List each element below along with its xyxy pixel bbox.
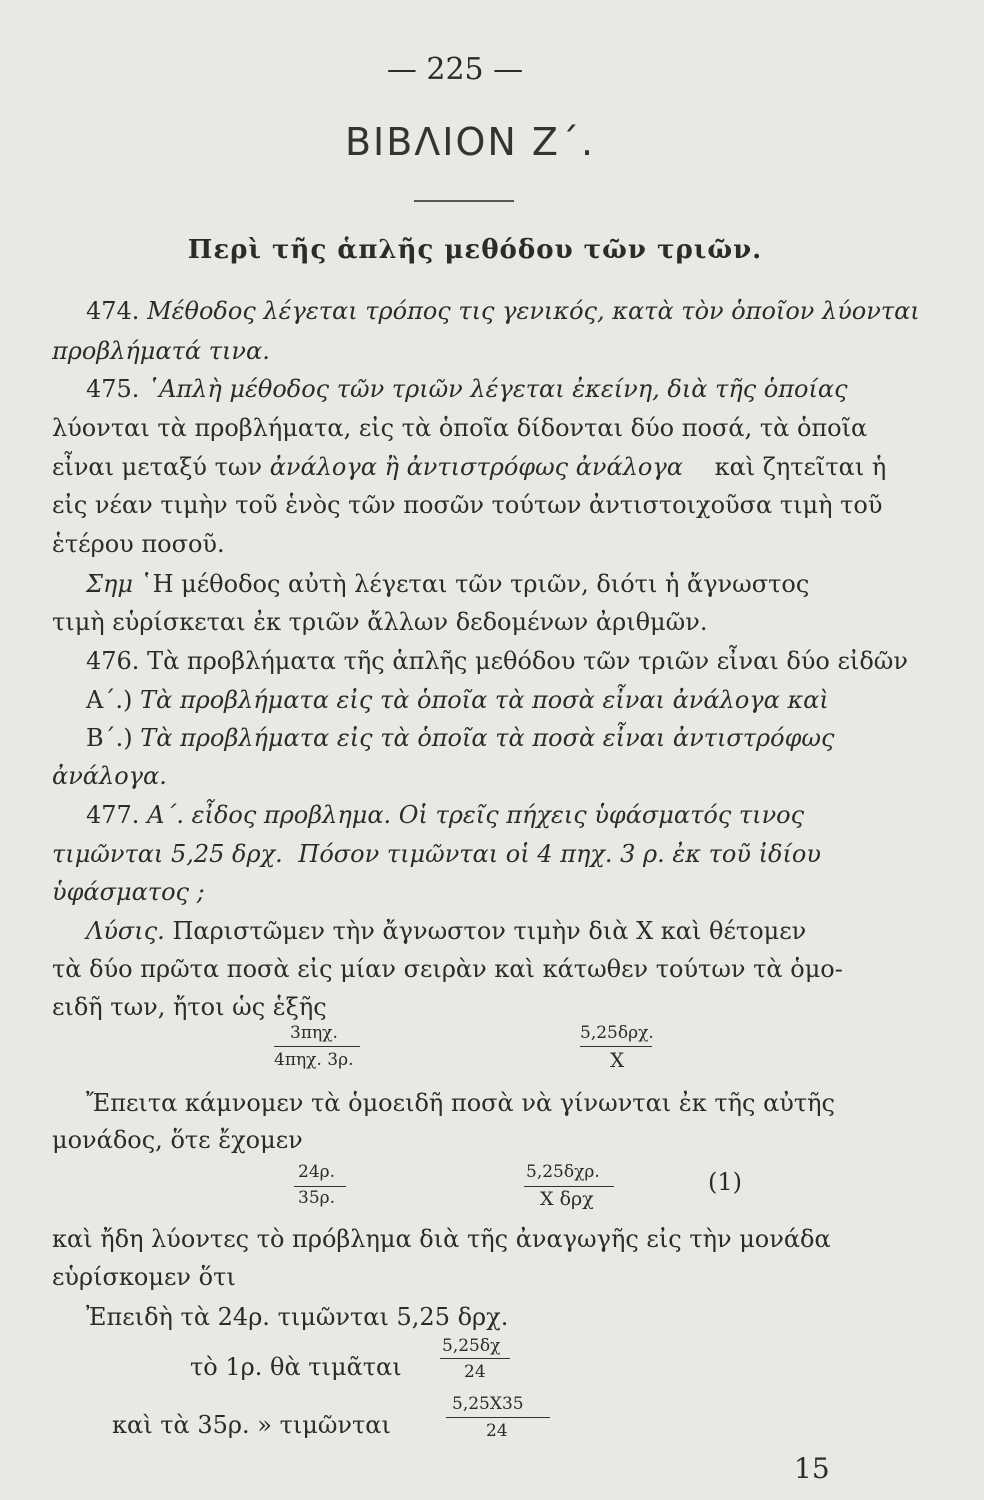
table2-b-bot: Χ δρχ bbox=[540, 1188, 594, 1210]
table2-a-rule bbox=[294, 1186, 346, 1187]
paragraph-number: 477. bbox=[86, 801, 140, 829]
paragraph-475-line: λύονται τὰ προβλήματα, εἰς τὰ ὁποῖα δίδονται δύο ποσά, τὰ ὁποῖα bbox=[52, 414, 868, 442]
then-line: Ἔπειτα κάμνομεν τὰ ὁμοειδῆ ποσὰ νὰ γίνωνται ἐκ τῆς αὐτῆς bbox=[86, 1089, 835, 1117]
paragraph-474-line bbox=[86, 296, 928, 326]
table1-b-top: 5,25δρχ. bbox=[580, 1023, 654, 1043]
equation-number: (1) bbox=[708, 1168, 742, 1196]
calc2-denominator: 24 bbox=[486, 1421, 508, 1441]
table1-a-bot: 4πηχ. 3ρ. bbox=[274, 1050, 354, 1070]
signature-mark: 15 bbox=[794, 1452, 830, 1485]
paragraph-text: Παριστῶμεν τὴν ἄγνωστον τιμὴν διὰ Χ καὶ θέτομεν bbox=[172, 917, 807, 945]
paragraph-text: Τὰ προβλήματα τῆς ἁπλῆς μεθόδου τῶν τριῶν εἶναι δύο εἰδῶν bbox=[147, 647, 908, 675]
paragraph-text: τιμῶνται 5,25 δρχ. bbox=[52, 840, 283, 868]
paragraph-477-line: ὑφάσματος ; bbox=[52, 878, 205, 906]
solution-line bbox=[86, 916, 928, 946]
paragraph-476-line bbox=[86, 723, 928, 753]
paragraph-text: Τὰ προβλήματα εἰς τὰ ὁποῖα τὰ ποσὰ εἶναι ἀνάλογα καὶ bbox=[139, 686, 829, 714]
calc2-fraction-bar bbox=[446, 1417, 550, 1418]
then-line: μονάδος, ὅτε ἔχομεν bbox=[52, 1126, 303, 1154]
chapter-title: ΒΙΒΛΙΟΝ Ζ΄. bbox=[344, 120, 596, 164]
paragraph-number: 476. bbox=[86, 647, 140, 675]
since-line: Ἐπειδὴ τὰ 24ρ. τιμῶνται 5,25 δρχ. bbox=[86, 1303, 509, 1331]
table2-a-bot: 35ρ. bbox=[298, 1188, 336, 1208]
solve-line: καὶ ἤδη λύοντες τὸ πρόβλημα διὰ τῆς ἀναγωγῆς εἰς τὴν μονάδα bbox=[52, 1225, 831, 1253]
table2-b-rule bbox=[524, 1186, 614, 1187]
solution-label: Λύσις. bbox=[86, 917, 165, 945]
note-line bbox=[86, 569, 928, 599]
paragraph-text: καὶ ζητεῖται ἡ bbox=[714, 453, 887, 481]
paragraph-number: 474. bbox=[86, 297, 140, 325]
paragraph-text: Τὰ προβλήματα εἰς τὰ ὁποῖα τὰ ποσὰ εἶναι ἀντιστρόφως bbox=[140, 724, 835, 752]
paragraph-477-line bbox=[52, 839, 894, 869]
table2-b-top: 5,25δχρ. bbox=[526, 1162, 600, 1182]
paragraph-476-line bbox=[86, 685, 928, 715]
table2-a-top: 24ρ. bbox=[298, 1162, 336, 1182]
paragraph-text: εἶναι μεταξύ των bbox=[52, 453, 263, 481]
paragraph-477-line bbox=[86, 800, 928, 830]
note-text: ῾Η μέθοδος αὐτὴ λέγεται τῶν τριῶν, διότι ἡ ἄγνωστος bbox=[140, 570, 810, 598]
page-number: — 225 — bbox=[386, 52, 524, 87]
section-title: Περὶ τῆς ἁπλῆς μεθόδου τῶν τριῶν. bbox=[187, 235, 763, 265]
paragraph-text: Οἱ τρεῖς πήχεις ὑφάσματός τινος bbox=[398, 801, 805, 829]
calc1-text: τὸ 1ρ. θὰ τιμᾶται bbox=[190, 1353, 402, 1381]
paragraph-text: Μέθοδος λέγεται τρόπος τις γενικός, κατὰ τὸν ὁποῖον λύονται bbox=[147, 297, 920, 325]
calc1-numerator: 5,25δχ bbox=[442, 1336, 501, 1356]
solution-line: ειδῆ των, ἤτοι ὡς ἑξῆς bbox=[52, 993, 327, 1021]
table1-b-bot: Χ bbox=[610, 1048, 625, 1072]
paragraph-number: 475. bbox=[86, 375, 140, 403]
problem-kind: Α΄. εἶδος προβλημα. bbox=[147, 801, 392, 829]
calc1-denominator: 24 bbox=[464, 1362, 486, 1382]
table1-a-rule bbox=[274, 1046, 360, 1047]
item-label: Α΄.) bbox=[86, 686, 133, 714]
table1-b-rule bbox=[580, 1046, 652, 1047]
paragraph-text: ῾Απλὴ μέθοδος τῶν τριῶν λέγεται ἐκείνη, διὰ τῆς ὁποίας bbox=[147, 375, 848, 403]
title-divider bbox=[414, 200, 514, 202]
solution-line: τὰ δύο πρῶτα ποσὰ εἰς μίαν σειρὰν καὶ κάτωθεν τούτων τὰ ὁμο- bbox=[52, 955, 843, 983]
calc2-numerator: 5,25Χ35 bbox=[452, 1394, 524, 1414]
table1-a-top: 3πηχ. bbox=[290, 1023, 338, 1043]
paragraph-text: Πόσον τιμῶνται οἱ 4 πηχ. 3 ρ. ἐκ τοῦ ἰδίου bbox=[298, 840, 821, 868]
paragraph-text: ἀνάλογα ἢ ἀντιστρόφως ἀνάλογα bbox=[269, 453, 683, 481]
note-line: τιμὴ εὑρίσκεται ἐκ τριῶν ἄλλων δεδομένων ἀριθμῶν. bbox=[52, 608, 708, 636]
paragraph-476-line bbox=[86, 646, 928, 676]
paragraph-475-line: ἑτέρου ποσοῦ. bbox=[52, 530, 225, 558]
paragraph-475-line: εἰς νέαν τιμὴν τοῦ ἑνὸς τῶν ποσῶν τούτων ἀντιστοιχοῦσα τιμὴ τοῦ bbox=[52, 491, 883, 519]
calc1-fraction-bar bbox=[440, 1358, 510, 1359]
paragraph-475-line bbox=[52, 452, 894, 482]
paragraph-474-line: προβλήματά τινα. bbox=[52, 337, 270, 365]
paragraph-476-line: ἀνάλογα. bbox=[52, 762, 167, 790]
paragraph-475-line bbox=[86, 374, 928, 404]
note-label: Σημ bbox=[86, 570, 133, 598]
calc2-text: καὶ τὰ 35ρ. » τιμῶνται bbox=[112, 1411, 391, 1439]
item-label: Β΄.) bbox=[86, 724, 133, 752]
solve-line: εὑρίσκομεν ὅτι bbox=[52, 1263, 236, 1291]
